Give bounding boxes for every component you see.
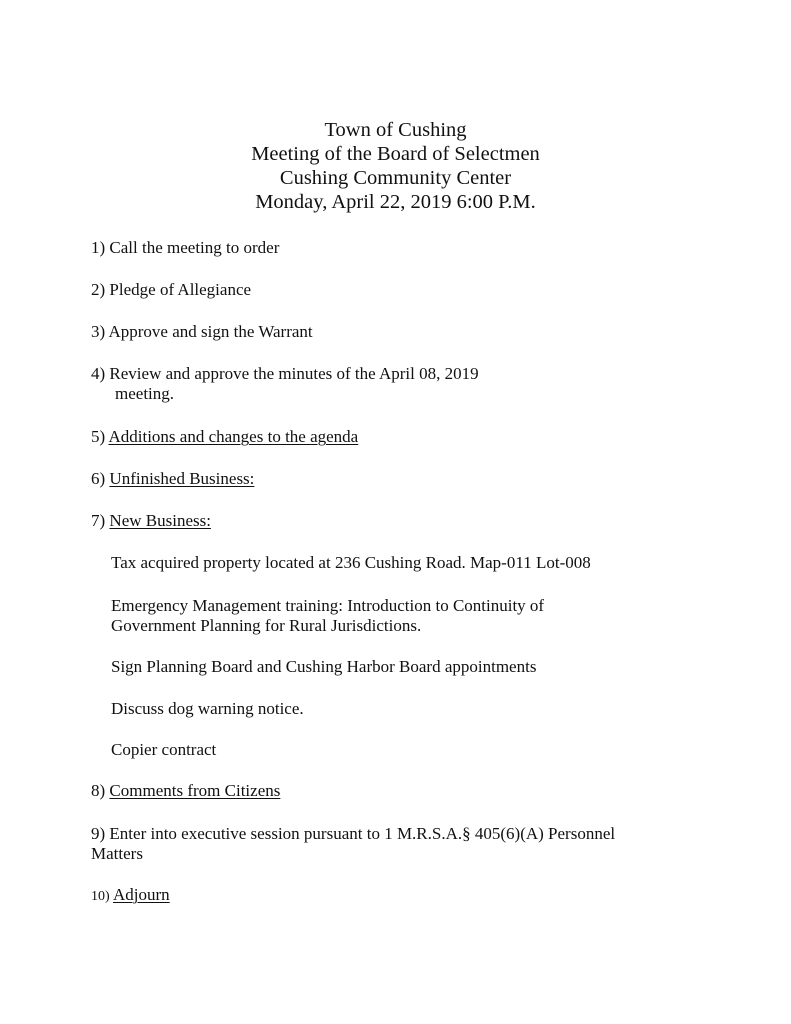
meeting-location: Cushing Community Center (279, 167, 512, 189)
new-business-item-3: Sign Planning Board and Cushing Harbor Board appointments (111, 657, 537, 676)
item-label: Enter into executive session pursuant to 1 M.R.S.A.§ 405(6)(A) Personnel (109, 824, 616, 843)
agenda-item-4-continuation: meeting. (115, 384, 175, 403)
town-name: Town of Cushing (324, 119, 467, 141)
item-label: New Business: (109, 511, 211, 530)
item-number: 7) (91, 511, 106, 530)
agenda-item-7 (91, 511, 211, 531)
new-business-item-4: Discuss dog warning notice. (111, 699, 304, 718)
item-number: 2) (91, 280, 106, 299)
item-label: Review and approve the minutes of the April 08, 2019 (109, 364, 479, 383)
agenda-item-2 (91, 280, 251, 300)
item-label: Adjourn (112, 885, 170, 904)
meeting-title: Meeting of the Board of Selectmen (251, 143, 540, 165)
item-label: Comments from Citizens (109, 781, 281, 800)
item-number: 10) (91, 889, 110, 904)
agenda-item-5 (91, 427, 358, 447)
agenda-item-9-continuation: Matters (91, 844, 143, 863)
agenda-item-3 (91, 322, 313, 342)
agenda-item-8 (91, 781, 280, 801)
item-label: Unfinished Business: (109, 469, 255, 488)
item-label: Approve and sign the Warrant (108, 322, 313, 341)
item-label: Call the meeting to order (109, 238, 280, 257)
item-number: 3) (91, 322, 106, 341)
agenda-item-9 (91, 824, 615, 844)
agenda-item-4 (91, 364, 479, 384)
agenda-header (0, 118, 791, 214)
agenda-item-1 (91, 238, 279, 258)
item-number: 1) (91, 238, 106, 257)
item-number: 8) (91, 781, 106, 800)
item-number: 4) (91, 364, 106, 383)
new-business-item-2-continuation: Government Planning for Rural Jurisdictions. (111, 616, 422, 635)
agenda-item-6 (91, 469, 254, 489)
new-business-item-5: Copier contract (111, 740, 217, 759)
agenda-item-10 (91, 885, 170, 907)
item-label: Additions and changes to the agenda (108, 427, 359, 446)
item-number: 9) (91, 824, 106, 843)
new-business-item-2: Emergency Management training: Introduction to Continuity of (111, 596, 545, 615)
item-number: 6) (91, 469, 106, 488)
new-business-item-1: Tax acquired property located at 236 Cushing Road. Map-011 Lot-008 (111, 553, 591, 572)
item-number: 5) (91, 427, 106, 446)
item-label: Pledge of Allegiance (109, 280, 252, 299)
meeting-datetime: Monday, April 22, 2019 6:00 P.M. (255, 191, 536, 213)
